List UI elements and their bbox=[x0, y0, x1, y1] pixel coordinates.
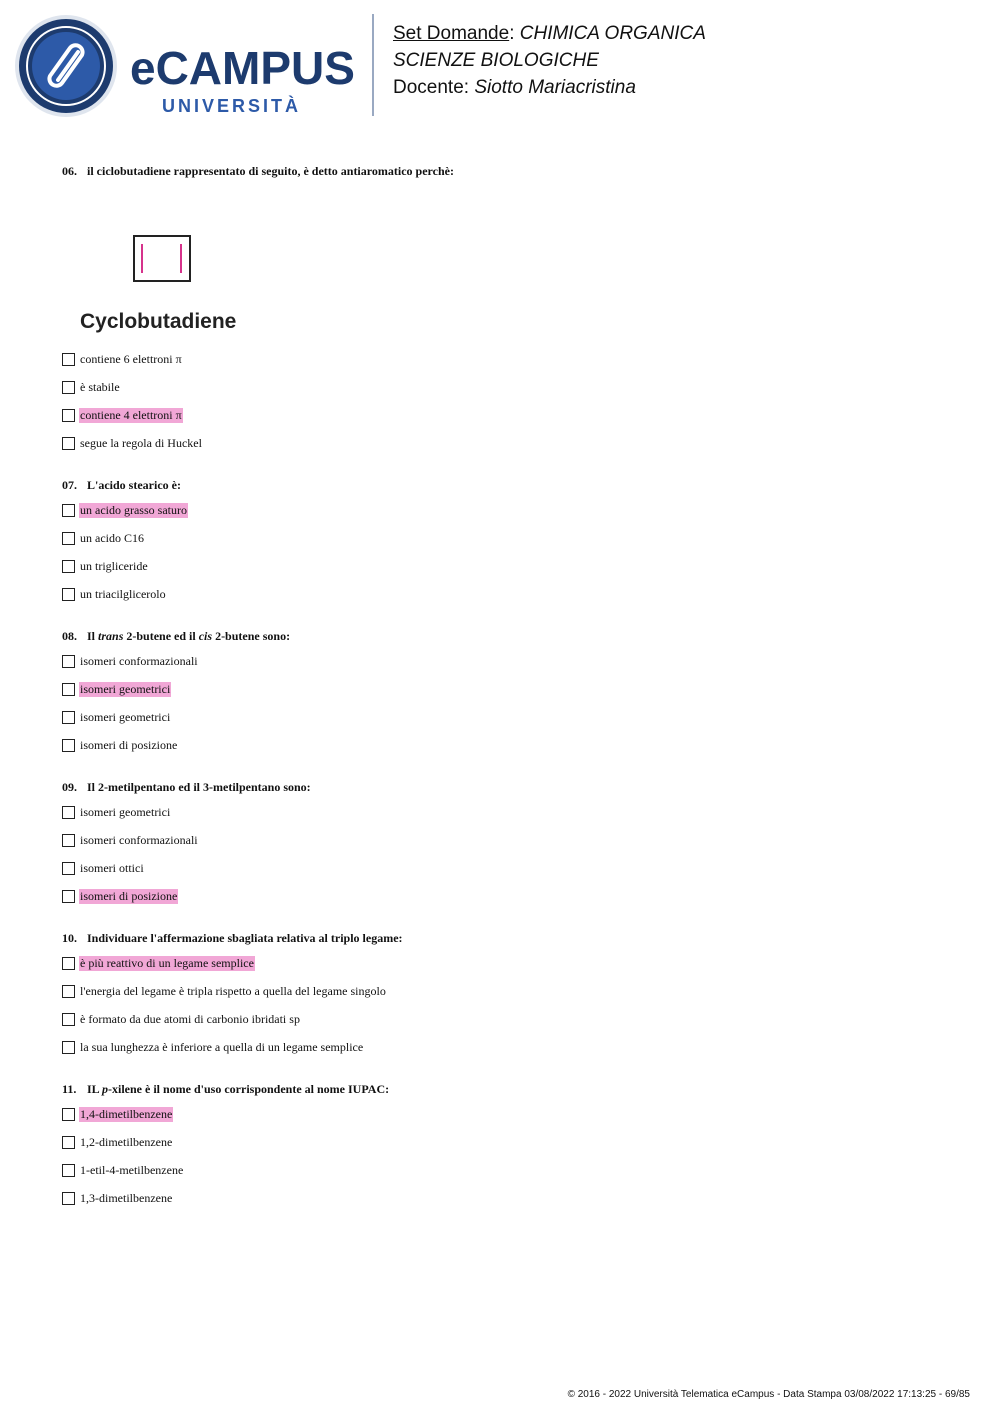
header-divider bbox=[372, 14, 374, 116]
option-text: isomeri conformazionali bbox=[80, 654, 198, 669]
answer-option[interactable] bbox=[62, 429, 942, 457]
answer-option[interactable] bbox=[62, 497, 942, 525]
question-text-part: IL bbox=[87, 1082, 103, 1096]
option-text: è stabile bbox=[80, 380, 120, 395]
answer-option[interactable] bbox=[62, 374, 942, 402]
answer-option[interactable] bbox=[62, 402, 942, 430]
question-text-italic: trans bbox=[98, 629, 124, 643]
option-text: isomeri geometrici bbox=[80, 709, 171, 724]
question-number: 08. bbox=[62, 629, 77, 643]
answer-option[interactable] bbox=[62, 978, 942, 1006]
answer-option[interactable] bbox=[62, 346, 942, 374]
question-number: 06. bbox=[62, 164, 77, 178]
answer-option[interactable] bbox=[62, 580, 942, 608]
question-text: il ciclobutadiene rappresentato di seguito, è detto antiaromatico perchè: bbox=[87, 164, 454, 178]
ecampus-logo bbox=[14, 14, 359, 118]
option-text-correct: è più reattivo di un legame semplice bbox=[80, 956, 254, 971]
checkbox[interactable] bbox=[62, 1164, 75, 1177]
answer-option[interactable] bbox=[62, 1157, 942, 1185]
set-line bbox=[393, 20, 706, 47]
question-title bbox=[62, 779, 942, 795]
option-text-correct: isomeri geometrici bbox=[80, 682, 171, 697]
option-text: la sua lunghezza è inferiore a quella di un legame semplice bbox=[80, 1039, 364, 1054]
checkbox[interactable] bbox=[62, 353, 75, 366]
header-info bbox=[393, 20, 706, 101]
question-text: Il 2-metilpentano ed il 3-metilpentano sono: bbox=[87, 780, 311, 794]
question-09 bbox=[62, 779, 942, 910]
question-11 bbox=[62, 1081, 942, 1212]
answer-option[interactable] bbox=[62, 1006, 942, 1034]
option-text: segue la regola di Huckel bbox=[80, 435, 202, 450]
checkbox[interactable] bbox=[62, 985, 75, 998]
option-text-correct: un acido grasso saturo bbox=[80, 503, 187, 518]
question-title bbox=[62, 163, 942, 179]
answer-option[interactable] bbox=[62, 676, 942, 704]
option-text-correct: 1,4-dimetilbenzene bbox=[80, 1107, 173, 1122]
checkbox[interactable] bbox=[62, 957, 75, 970]
question-text-italic: p bbox=[102, 1082, 109, 1096]
checkbox[interactable] bbox=[62, 588, 75, 601]
checkbox[interactable] bbox=[62, 1041, 75, 1054]
checkbox[interactable] bbox=[62, 834, 75, 847]
checkbox[interactable] bbox=[62, 711, 75, 724]
answer-option[interactable] bbox=[62, 1129, 942, 1157]
answer-option[interactable] bbox=[62, 1101, 942, 1129]
checkbox[interactable] bbox=[62, 1013, 75, 1026]
question-title bbox=[62, 628, 942, 644]
answer-option[interactable] bbox=[62, 827, 942, 855]
checkbox[interactable] bbox=[62, 862, 75, 875]
svg-text:eCAMPUS: eCAMPUS bbox=[130, 42, 355, 94]
checkbox[interactable] bbox=[62, 409, 75, 422]
checkbox[interactable] bbox=[62, 739, 75, 752]
answer-option[interactable] bbox=[62, 799, 942, 827]
question-text-part: Il bbox=[87, 629, 99, 643]
ecampus-emblem-icon bbox=[14, 14, 359, 118]
course-name: SCIENZE BIOLOGICHE bbox=[393, 50, 599, 71]
option-text: l'energia del legame è tripla rispetto a quella del legame singolo bbox=[80, 984, 386, 999]
question-06 bbox=[62, 163, 942, 179]
question-text-italic: cis bbox=[198, 629, 213, 643]
option-text: 1,2-dimetilbenzene bbox=[80, 1135, 173, 1150]
checkbox[interactable] bbox=[62, 655, 75, 668]
checkbox[interactable] bbox=[62, 683, 75, 696]
question-text-part: 2-butene sono: bbox=[212, 629, 291, 643]
question-text: L'acido stearico è: bbox=[87, 478, 181, 492]
checkbox[interactable] bbox=[62, 437, 75, 450]
option-text: un triacilglicerolo bbox=[80, 586, 166, 601]
option-text: isomeri geometrici bbox=[80, 805, 171, 820]
checkbox[interactable] bbox=[62, 1136, 75, 1149]
set-value: CHIMICA ORGANICA bbox=[519, 23, 706, 44]
answer-option[interactable] bbox=[62, 525, 942, 553]
option-text: è formato da due atomi di carbonio ibridati sp bbox=[80, 1011, 300, 1026]
option-text: 1,3-dimetilbenzene bbox=[80, 1190, 173, 1205]
set-separator: : bbox=[509, 23, 515, 44]
set-label: Set Domande bbox=[393, 23, 510, 44]
page-footer: © 2016 - 2022 Università Telematica eCampus - Data Stampa 03/08/2022 17:13:25 - 69/85 bbox=[567, 1389, 970, 1400]
cyclobutadiene-figure bbox=[62, 226, 322, 346]
option-text: isomeri conformazionali bbox=[80, 833, 198, 848]
checkbox[interactable] bbox=[62, 381, 75, 394]
answer-option[interactable] bbox=[62, 855, 942, 883]
option-text: 1-etil-4-metilbenzene bbox=[80, 1162, 184, 1177]
cyclobutadiene-structure-icon bbox=[132, 234, 212, 294]
question-number: 09. bbox=[62, 780, 77, 794]
option-text: isomeri di posizione bbox=[80, 737, 178, 752]
question-10 bbox=[62, 930, 942, 1061]
checkbox[interactable] bbox=[62, 504, 75, 517]
checkbox[interactable] bbox=[62, 1108, 75, 1121]
teacher-line bbox=[393, 74, 706, 101]
option-text: isomeri ottici bbox=[80, 860, 144, 875]
teacher-label: Docente: bbox=[393, 77, 470, 98]
option-text: contiene 6 elettroni π bbox=[80, 352, 182, 367]
checkbox[interactable] bbox=[62, 560, 75, 573]
answer-option[interactable] bbox=[62, 648, 942, 676]
svg-text:UNIVERSITÀ: UNIVERSITÀ bbox=[162, 96, 302, 116]
answer-option[interactable] bbox=[62, 1184, 942, 1212]
checkbox[interactable] bbox=[62, 890, 75, 903]
question-number: 11. bbox=[62, 1082, 77, 1096]
answer-option[interactable] bbox=[62, 950, 942, 978]
question-06-options bbox=[62, 346, 942, 457]
question-08 bbox=[62, 628, 942, 759]
question-title bbox=[62, 930, 942, 946]
checkbox[interactable] bbox=[62, 806, 75, 819]
question-text: Individuare l'affermazione sbagliata relativa al triplo legame: bbox=[87, 931, 403, 945]
answer-option[interactable] bbox=[62, 731, 942, 759]
question-number: 07. bbox=[62, 478, 77, 492]
question-text-part: -xilene è il nome d'uso corrispondente al nome IUPAC: bbox=[108, 1082, 390, 1096]
checkbox[interactable] bbox=[62, 532, 75, 545]
answer-option[interactable] bbox=[62, 882, 942, 910]
option-text-correct: contiene 4 elettroni π bbox=[80, 407, 182, 422]
answer-option[interactable] bbox=[62, 704, 942, 732]
question-title bbox=[62, 477, 942, 493]
question-07 bbox=[62, 477, 942, 608]
teacher-value: Siotto Mariacristina bbox=[474, 77, 636, 98]
question-number: 10. bbox=[62, 931, 77, 945]
answer-option[interactable] bbox=[62, 1033, 942, 1061]
checkbox[interactable] bbox=[62, 1192, 75, 1205]
option-text: un trigliceride bbox=[80, 558, 148, 573]
answer-option[interactable] bbox=[62, 553, 942, 581]
figure-caption: Cyclobutadiene bbox=[80, 310, 237, 333]
question-title bbox=[62, 1081, 942, 1097]
question-text-part: 2-butene ed il bbox=[123, 629, 199, 643]
option-text-correct: isomeri di posizione bbox=[80, 888, 178, 903]
option-text: un acido C16 bbox=[80, 531, 144, 546]
